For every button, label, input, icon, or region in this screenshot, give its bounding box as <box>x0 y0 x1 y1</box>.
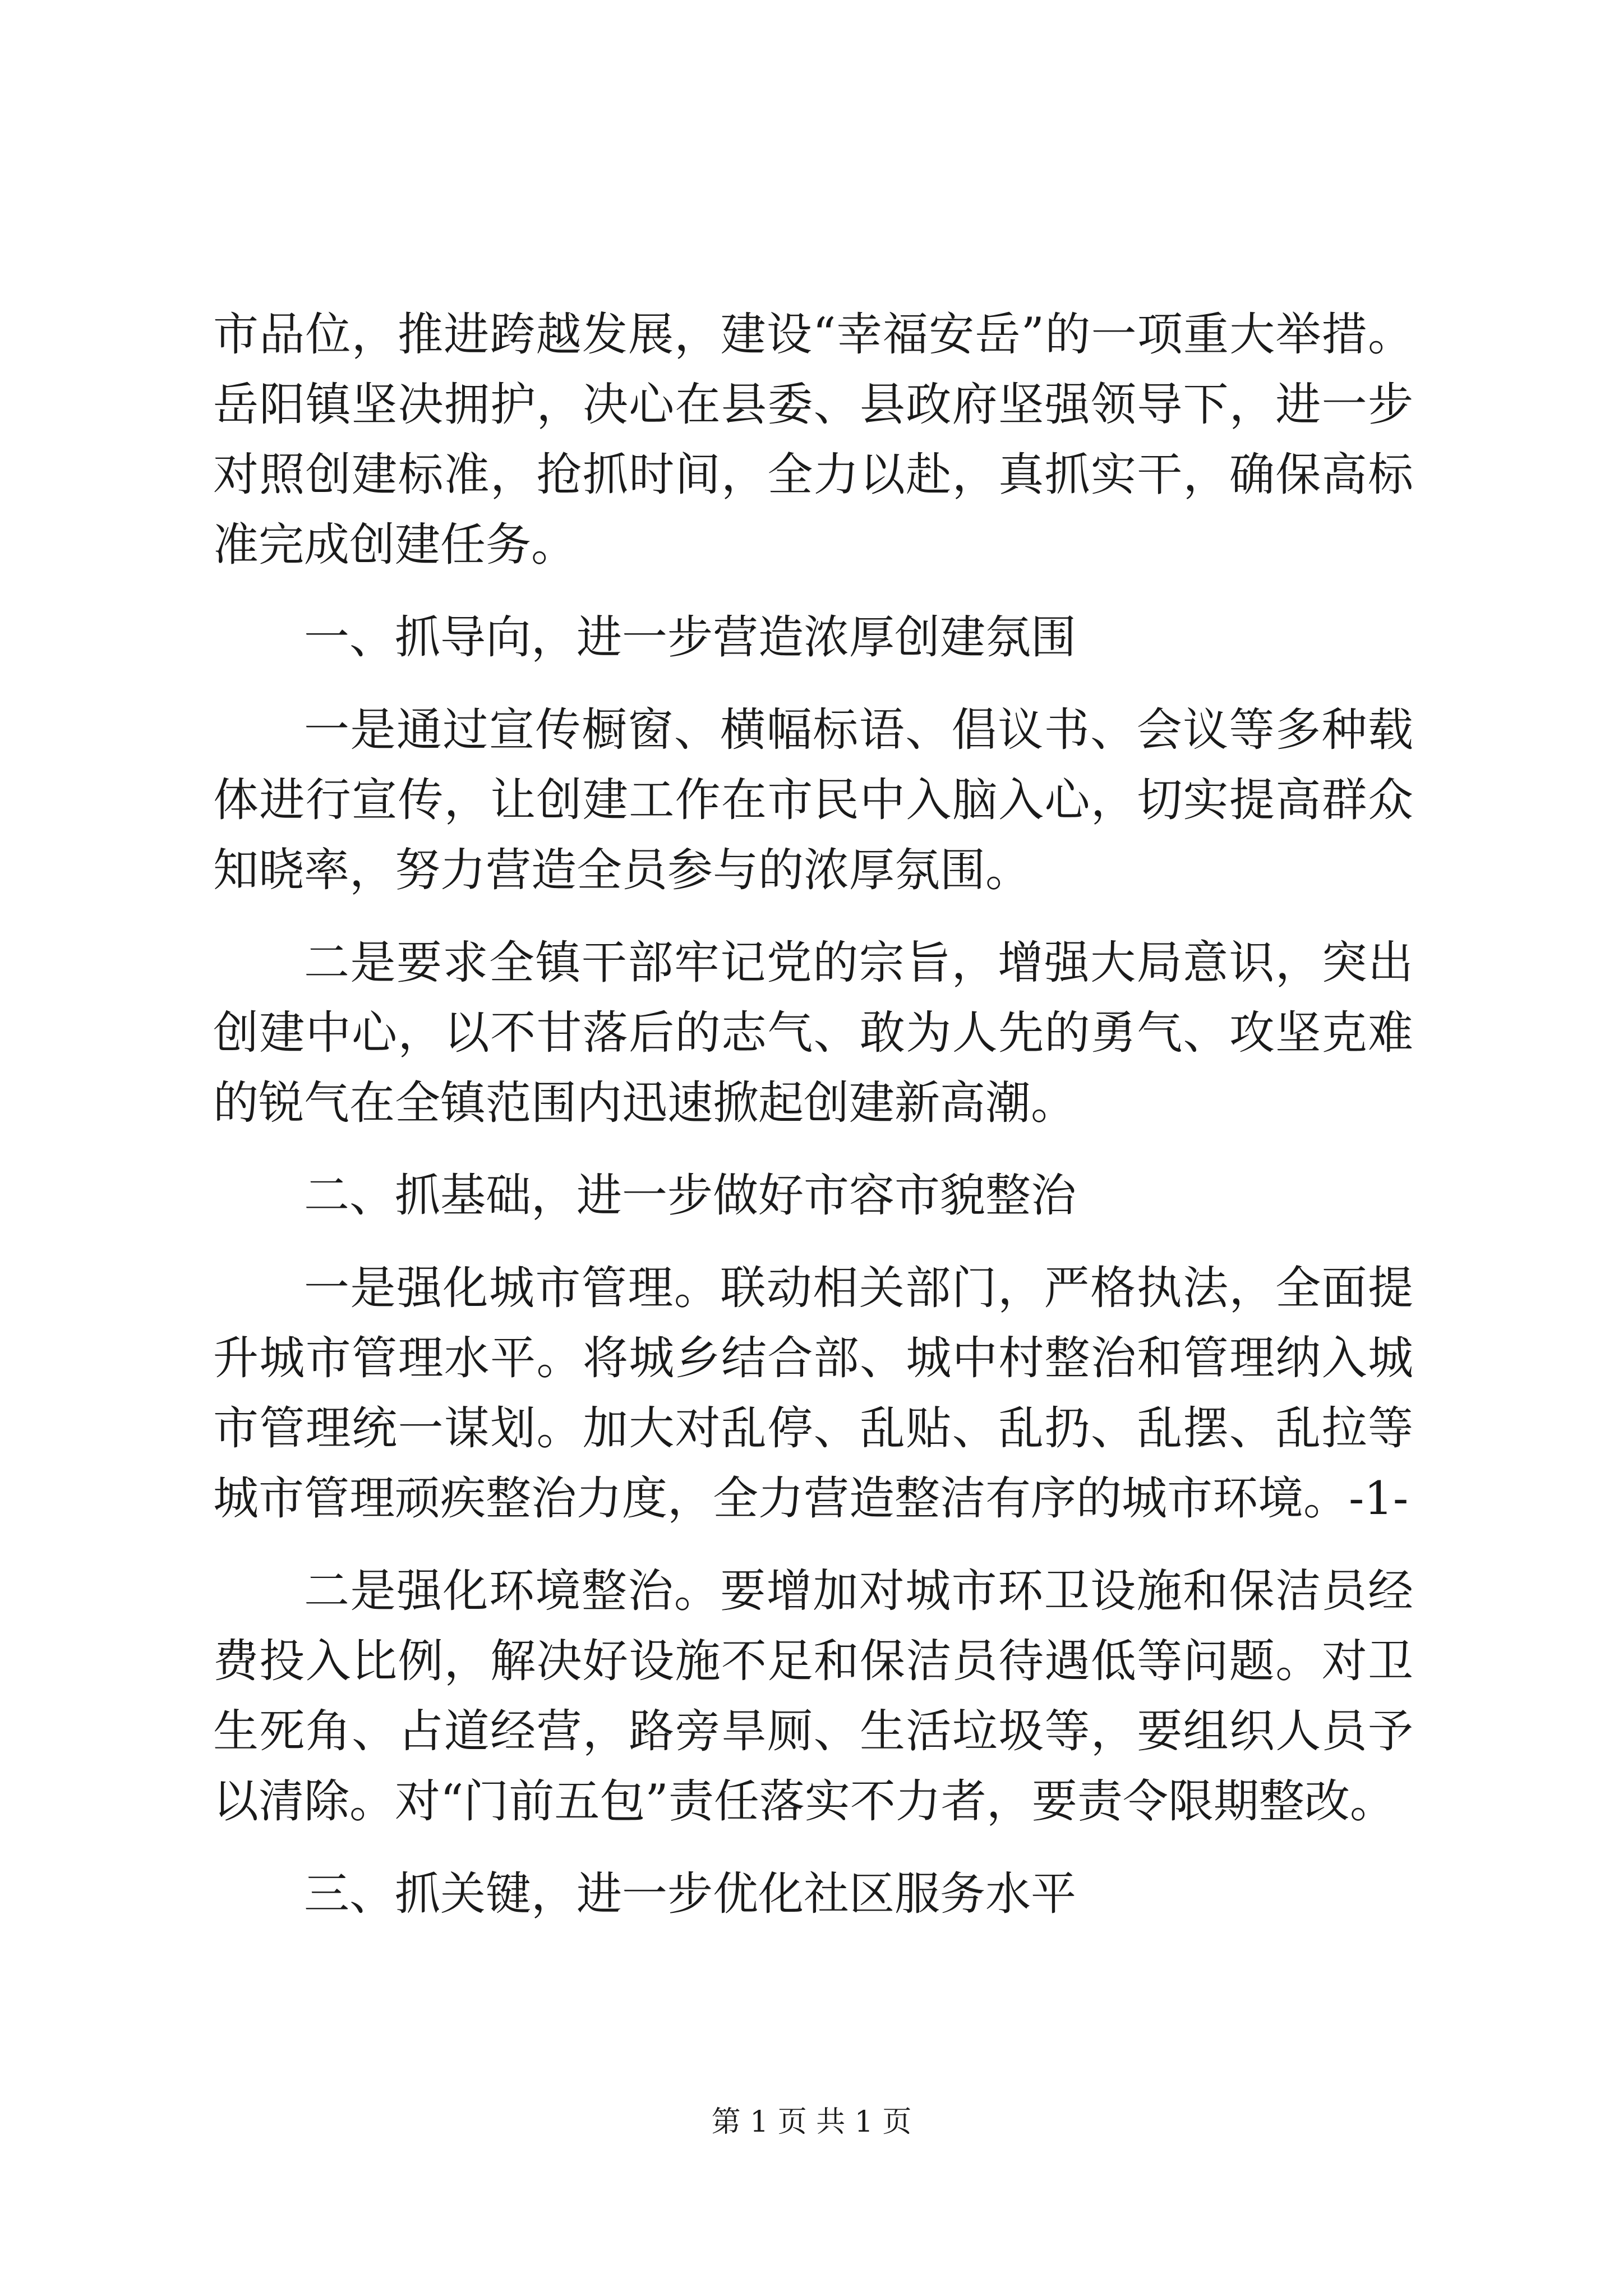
paragraph-continuation: 市品位，推进跨越发展，建设“幸福安岳”的一项重大举措。岳阳镇坚决拥护，决心在县委、县政府坚强领导下，进一步对照创建标准，抢抓时间，全力以赴，真抓实干，确保高标准完成创建任务。 <box>213 309 1413 572</box>
paragraph: 二是强化环境整治。要增加对城市环卫设施和保洁员经费投入比例，解决好设施不足和保洁员待遇低等问题。对卫生死角、占道经营，路旁旱厕、生活垃圾等，要组织人员予以清除。对“门前五包”责任落实不力者，要责令限期整改。 <box>213 1565 1413 1828</box>
paragraph: 一是通过宣传橱窗、横幅标语、倡议书、会议等多种载体进行宣传，让创建工作在市民中入脑入心，切实提高群众知晓率，努力营造全员参与的浓厚氛围。 <box>213 704 1413 897</box>
paragraph: 一是强化城市管理。联动相关部门，严格执法，全面提升城市管理水平。将城乡结合部、城中村整治和管理纳入城市管理统一谋划。加大对乱停、乱贴、乱扔、乱摆、乱拉等城市管理顽疾整治力度，全力营造整洁有序的城市环境。-1- <box>213 1262 1413 1525</box>
section-heading-3: 三、抓关键，进一步优化社区服务水平 <box>304 1868 1077 1921</box>
section-heading-1: 一、抓导向，进一步营造浓厚创建氛围 <box>304 611 1077 664</box>
page-number-footer: 第 1 页 共 1 页 <box>711 2105 912 2139</box>
section-heading-2: 二、抓基础，进一步做好市容市貌整治 <box>304 1170 1077 1222</box>
paragraph: 二是要求全镇干部牢记党的宗旨，增强大局意识，突出创建中心，以不甘落后的志气、敢为人先的勇气、攻坚克难的锐气在全镇范围内迅速掀起创建新高潮。 <box>213 937 1413 1130</box>
document-body <box>213 300 1413 1930</box>
